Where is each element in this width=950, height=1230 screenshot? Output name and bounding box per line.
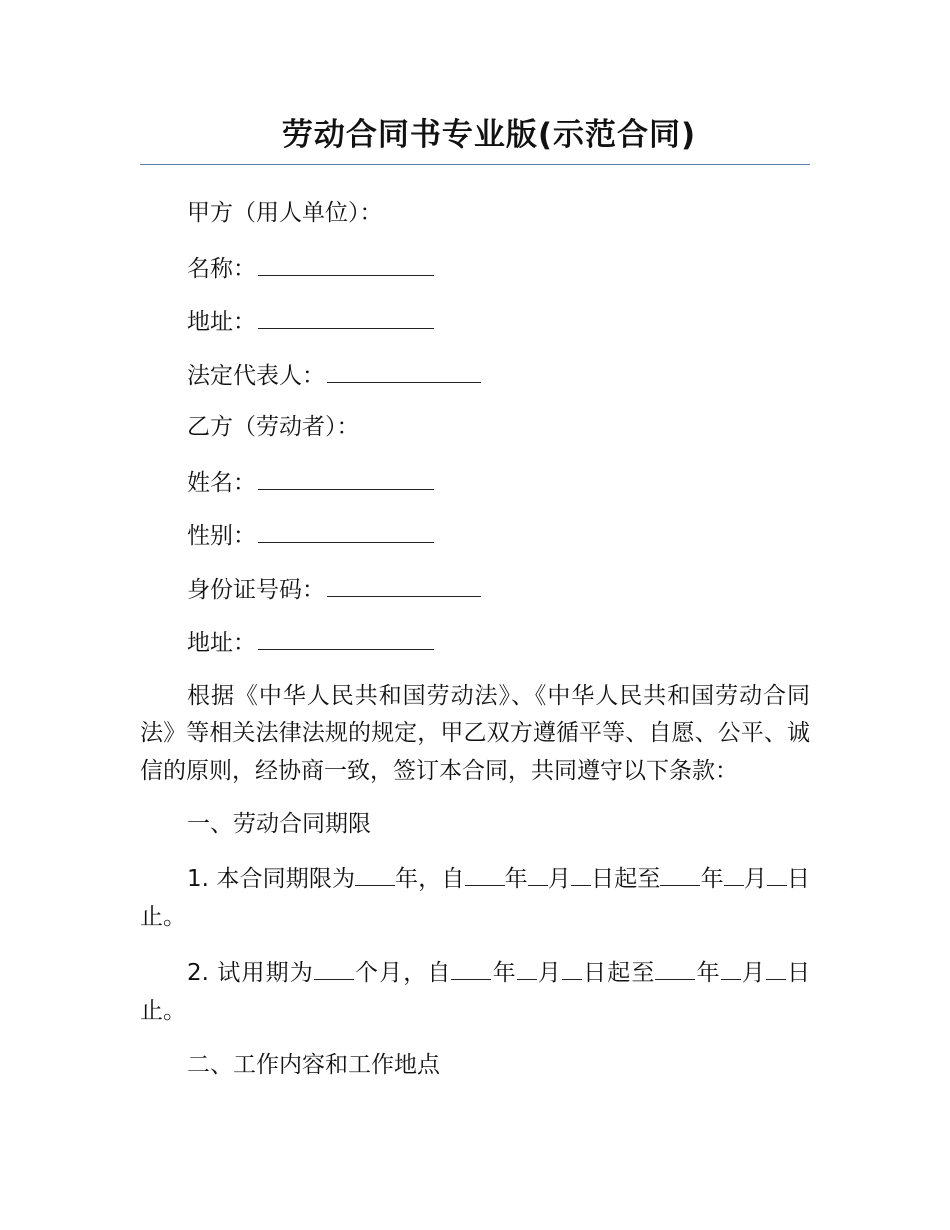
- party-a-name-label: 名称：: [187, 255, 256, 282]
- clause-1-years-blank[interactable]: [355, 859, 395, 886]
- party-a-address-blank[interactable]: [258, 302, 434, 329]
- party-b-address-field: [140, 623, 810, 677]
- party-b-name-label: 姓名：: [187, 469, 256, 496]
- party-a-address-field: [140, 302, 810, 356]
- party-b-heading: 乙方（劳动者）：: [187, 414, 360, 440]
- clause-2-text-2: 个月，自: [353, 960, 452, 986]
- clause-2-text-5: 日起至: [581, 960, 656, 986]
- intro-paragraph: 根据《中华人民共和国劳动法》、《中华人民共和国劳动合同法》等相关法律法规的规定，甲乙双方遵循平等、自愿、公平、诚信的原则，经协商一致，签订本合同，共同遵守以下条款：: [140, 682, 810, 784]
- clause-2-months-blank[interactable]: [314, 953, 354, 980]
- party-b-gender-label: 性别：: [187, 523, 256, 549]
- clause-2-start-day-blank[interactable]: [562, 953, 582, 980]
- party-a-heading: 甲方（用人单位）：: [187, 200, 383, 226]
- clause-2-text-3: 年: [491, 960, 517, 986]
- clause-2-text-1: 2. 试用期为: [187, 960, 314, 986]
- party-b-id-field: [140, 570, 810, 624]
- clause-2-end-month-blank[interactable]: [721, 953, 741, 980]
- section-1-clause-1: [140, 859, 810, 936]
- clause-2-text-7: 月: [740, 960, 766, 986]
- clause-1-text-1: 1. 本合同期限为: [187, 866, 356, 892]
- party-b-address-label: 地址：: [187, 630, 256, 656]
- section-1-heading: 一、劳动合同期限: [187, 811, 371, 837]
- clause-1-end-month-blank[interactable]: [724, 859, 744, 886]
- party-a-address-label: 地址：: [187, 309, 256, 335]
- party-a-representative-field: [140, 356, 810, 410]
- clause-1-end-day-blank[interactable]: [767, 859, 787, 886]
- party-a-representative-label: 法定代表人：: [187, 362, 325, 389]
- clause-1-text-2: 年，自: [395, 866, 465, 892]
- party-b-gender-blank[interactable]: [258, 516, 434, 543]
- clause-1-text-6: 年: [700, 866, 724, 892]
- party-b-address-blank[interactable]: [258, 623, 434, 650]
- party-b-id-label: 身份证号码：: [187, 576, 325, 603]
- clause-1-start-day-blank[interactable]: [571, 859, 591, 886]
- party-a-name-field: [140, 249, 810, 303]
- clause-2-text-6: 年: [695, 960, 721, 986]
- clause-1-start-month-blank[interactable]: [528, 859, 548, 886]
- clause-2-text-4: 月: [536, 960, 562, 986]
- clause-1-end-year-blank[interactable]: [660, 859, 700, 886]
- clause-2-end-year-blank[interactable]: [655, 953, 695, 980]
- section-1-clause-2: [140, 953, 810, 1030]
- clause-2-end-day-blank[interactable]: [766, 953, 786, 980]
- document-page: [140, 0, 810, 1083]
- clause-1-text-8: 日止。: [140, 866, 811, 930]
- clause-1-text-7: 月: [743, 866, 767, 892]
- party-a-representative-blank[interactable]: [327, 356, 481, 383]
- party-b-id-blank[interactable]: [327, 570, 481, 597]
- party-b-gender-field: [140, 516, 810, 570]
- clause-1-text-3: 年: [504, 866, 528, 892]
- clause-1-start-year-blank[interactable]: [465, 859, 505, 886]
- clause-2-start-month-blank[interactable]: [517, 953, 537, 980]
- clause-1-text-5: 日起至: [591, 866, 661, 892]
- clause-2-text-8: 日止。: [140, 960, 811, 1024]
- party-fields: [140, 195, 810, 677]
- party-a-name-blank[interactable]: [258, 249, 434, 276]
- title-divider: [140, 164, 810, 165]
- clause-2-start-year-blank[interactable]: [451, 953, 491, 980]
- clause-1-text-4: 月: [547, 866, 571, 892]
- party-b-name-blank[interactable]: [258, 463, 434, 490]
- section-2-heading: 二、工作内容和工作地点: [187, 1052, 440, 1078]
- party-b-name-field: [140, 463, 810, 517]
- document-title: 劳动合同书专业版(示范合同): [281, 117, 697, 153]
